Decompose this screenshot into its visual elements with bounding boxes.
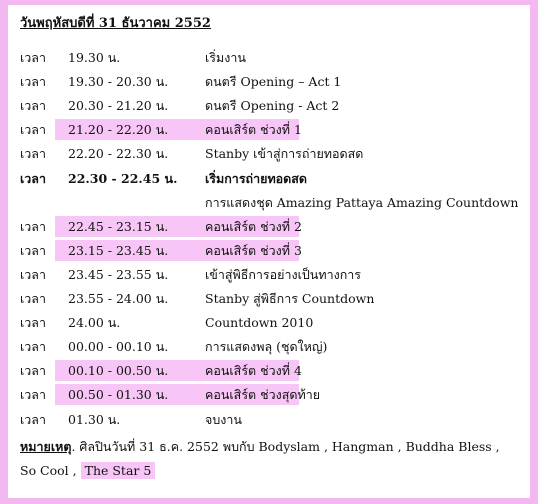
time-range: 20.30 - 21.20 น. (68, 98, 169, 114)
schedule-row (0, 167, 538, 190)
schedule-row (0, 70, 538, 93)
schedule-row (0, 46, 538, 69)
time-range: 00.10 - 00.50 น. (68, 363, 169, 379)
schedule-row (0, 191, 538, 214)
time-label: เวลา (20, 74, 46, 90)
event-name: Countdown 2010 (205, 315, 314, 331)
time-label: เวลา (20, 363, 46, 379)
event-name: จบงาน (205, 411, 242, 427)
schedule-row (0, 287, 538, 310)
note-text-1: . ศิลปินวันที่ 31 ธ.ค. 2552 พบกับ Bodyslam , Hangman , Buddha Bless , (71, 439, 500, 454)
time-label: เวลา (20, 387, 46, 403)
time-label: เวลา (20, 146, 46, 162)
time-range: 22.30 - 22.45 น. (68, 170, 178, 186)
schedule-row (0, 118, 538, 141)
event-name: เข้าสู่พิธีการอย่างเป็นทางการ (205, 266, 362, 282)
time-range: 19.30 น. (68, 50, 121, 65)
event-name: คอนเสิร์ต ช่วงที่ 2 (205, 218, 302, 234)
event-name: ดนตรี Opening - Act 2 (205, 98, 340, 114)
time-range: 24.00 น. (68, 315, 121, 331)
schedule-row (0, 94, 538, 117)
time-label: เวลา (20, 266, 46, 282)
time-range: 23.45 - 23.55 น. (68, 266, 169, 282)
note-title: หมายเหตุ (20, 439, 72, 454)
event-name: Stanby เข้าสู่การถ่ายทอดสด (205, 146, 364, 162)
schedule-row (0, 311, 538, 334)
event-name: คอนเสิร์ต ช่วงสุดท้าย (205, 387, 321, 403)
schedule-row (0, 335, 538, 358)
time-label: เวลา (20, 122, 46, 138)
time-range: 01.30 น. (68, 411, 121, 427)
event-name: เริ่มการถ่ายทอดสด (205, 170, 308, 186)
note-highlight-artist: The Star 5 (81, 462, 156, 479)
event-name: คอนเสิร์ต ช่วงที่ 1 (205, 122, 302, 138)
event-name: ดนตรี Opening – Act 1 (205, 74, 342, 90)
event-name: เริ่มงาน (205, 50, 246, 65)
time-range: 23.55 - 24.00 น. (68, 291, 169, 306)
time-label: เวลา (20, 50, 46, 65)
schedule-row (0, 408, 538, 431)
schedule-row (0, 383, 538, 406)
time-range: 22.20 - 22.30 น. (68, 146, 169, 162)
event-name: Stanby สู่พิธีการ Countdown (205, 291, 375, 306)
event-name: คอนเสิร์ต ช่วงที่ 3 (205, 242, 302, 258)
time-range: 22.45 - 23.15 น. (68, 218, 169, 234)
time-range: 00.00 - 00.10 น. (68, 339, 169, 355)
schedule-row (0, 142, 538, 165)
event-name: คอนเสิร์ต ช่วงที่ 4 (205, 363, 302, 379)
time-label: เวลา (20, 315, 46, 331)
schedule-row (0, 215, 538, 238)
time-label: เวลา (20, 170, 46, 186)
time-range: 23.15 - 23.45 น. (68, 242, 169, 258)
page-heading: วันพฤหัสบดีที่ 31 ธันวาคม 2552 (20, 16, 211, 31)
note-line-1 (20, 436, 500, 458)
time-label: เวลา (20, 339, 46, 355)
time-label: เวลา (20, 98, 46, 114)
time-range: 19.30 - 20.30 น. (68, 74, 169, 90)
event-name: การแสดงพลุ (ชุดใหญ่) (205, 339, 328, 355)
event-name: การแสดงชุด Amazing Pattaya Amazing Countdown (205, 194, 519, 210)
time-label: เวลา (20, 218, 46, 234)
schedule-row (0, 359, 538, 382)
time-label: เวลา (20, 242, 46, 258)
schedule-row (0, 239, 538, 262)
time-range: 21.20 - 22.20 น. (68, 122, 169, 138)
note-line-2 (20, 460, 155, 482)
time-label: เวลา (20, 291, 46, 306)
time-label: เวลา (20, 411, 46, 427)
note-text-2: So Cool , (20, 463, 77, 478)
schedule-row (0, 263, 538, 286)
time-range: 00.50 - 01.30 น. (68, 387, 169, 403)
